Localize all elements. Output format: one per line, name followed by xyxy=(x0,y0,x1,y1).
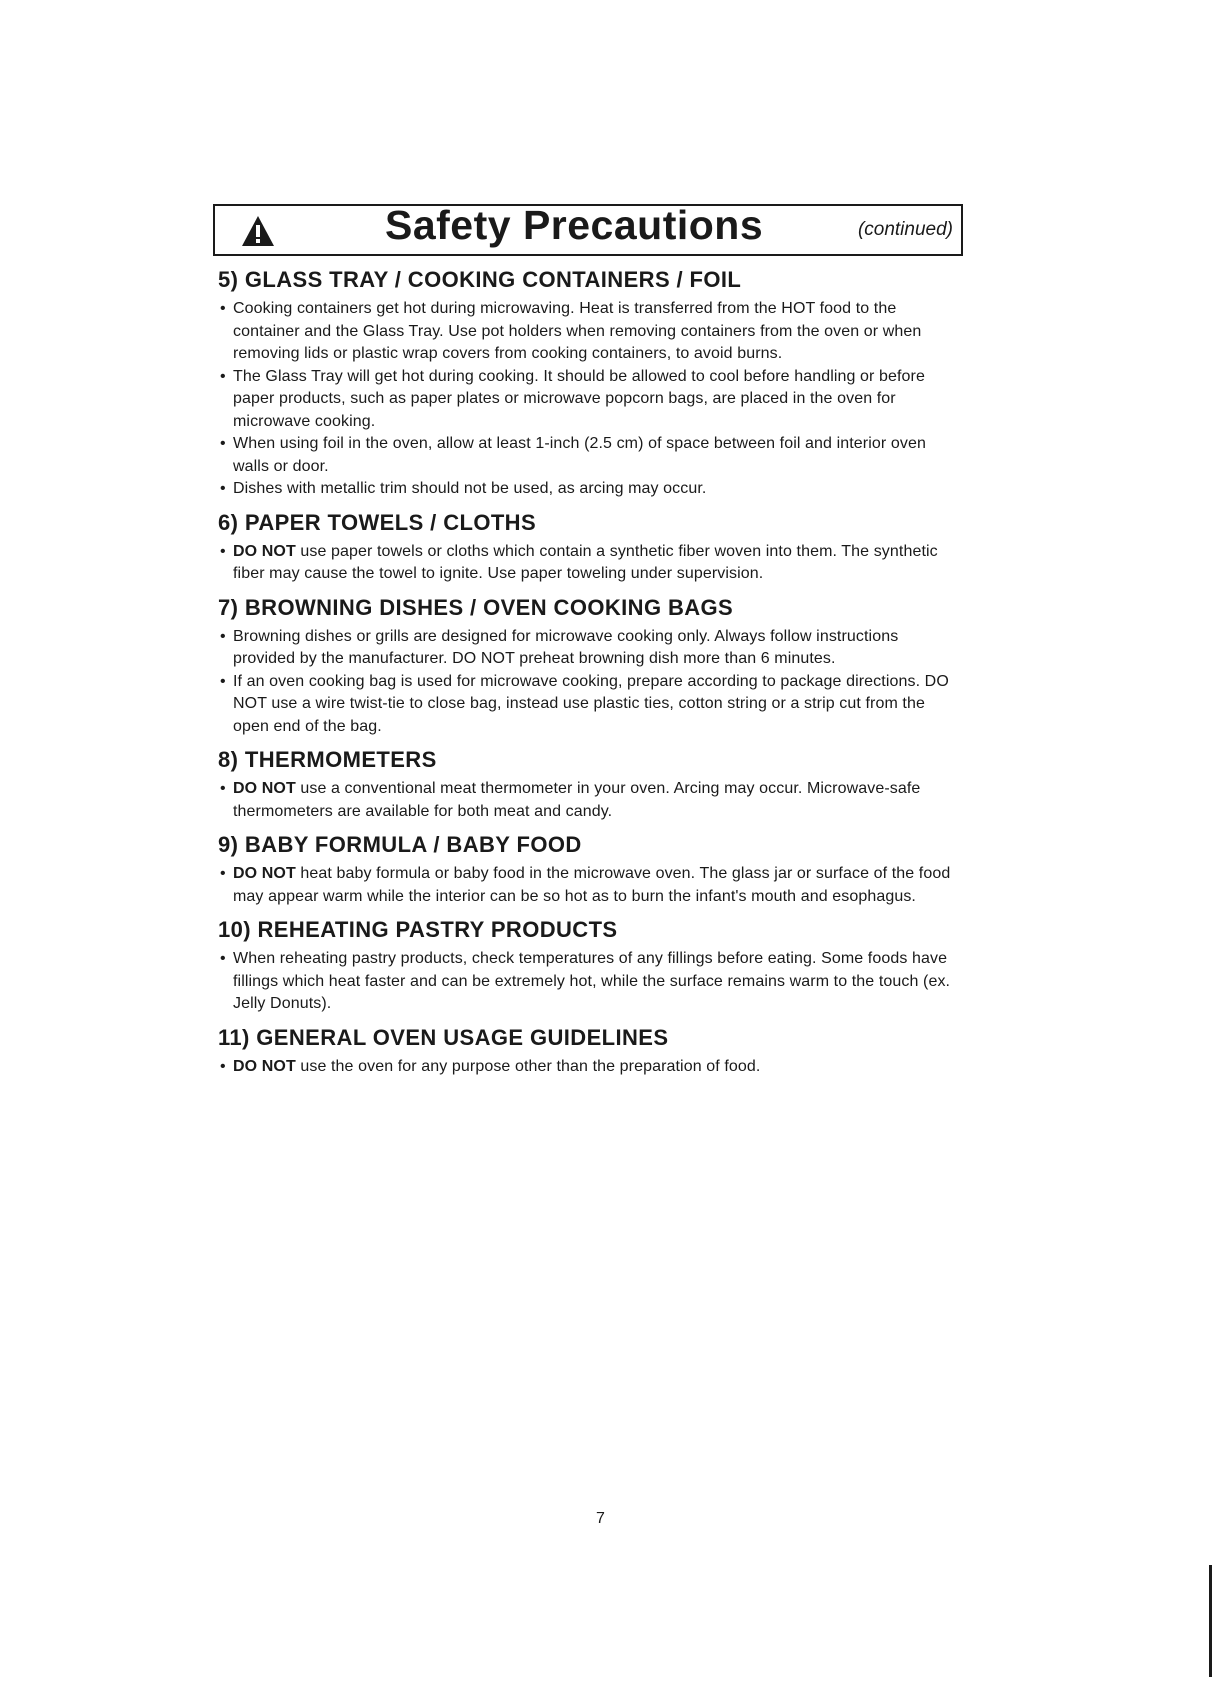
warning-triangle-icon xyxy=(241,215,275,247)
bullet-text: When using foil in the oven, allow at least 1-inch (2.5 cm) of space between foil and interior oven walls or door. xyxy=(233,435,926,475)
title-continued-note: (continued) xyxy=(857,219,953,240)
bullet-dot: • xyxy=(220,542,226,560)
bullet-emphasis: DO NOT xyxy=(233,1057,296,1075)
bullet-text: heat baby formula or baby food in the microwave oven. The glass jar or surface of the food may appear warm while the interior can be so hot as to burn the infant's mouth and esophagus. xyxy=(233,865,951,905)
bullet-item xyxy=(218,671,958,739)
bullet-item xyxy=(218,1056,958,1079)
section-heading: 9) BABY FORMULA / BABY FOOD xyxy=(218,832,582,857)
section xyxy=(218,594,958,739)
section-heading: 6) PAPER TOWELS / CLOTHS xyxy=(218,509,537,535)
bullet-dot: • xyxy=(220,865,226,882)
bullet-text: If an oven cooking bag is used for microwave cooking, prepare according to package directions. DO NOT use a wire twist-tie to close bag, instead use plastic ties, cotton string or a strip cut from the open end of the bag. xyxy=(233,672,949,735)
bullet-item xyxy=(218,366,958,434)
bullet-dot: • xyxy=(220,672,226,690)
section xyxy=(218,266,958,501)
bullet-text: When reheating pastry products, check temperatures of any fillings before eating. Some foods have fillings which heat faster and can be extremely hot, while the surface remains warm to the touch (ex. Jelly Donuts). xyxy=(233,950,951,1012)
bullet-item xyxy=(218,863,958,908)
section xyxy=(218,916,958,1016)
section-heading: 7) BROWNING DISHES / OVEN COOKING BAGS xyxy=(218,594,734,620)
bullet-dot: • xyxy=(220,950,226,967)
bullet-dot: • xyxy=(220,1057,226,1075)
section xyxy=(218,1024,958,1079)
bullet-dot: • xyxy=(220,300,226,317)
section xyxy=(218,831,958,908)
bullet-dot: • xyxy=(220,627,226,645)
bullet-text: The Glass Tray will get hot during cooking. It should be allowed to cool before handling or before paper products, such as paper plates or microwave popcorn bags, are placed in the oven for microwave cooking. xyxy=(233,367,925,430)
bullet-text: Browning dishes or grills are designed for microwave cooking only. Always follow instructions provided by the manufacturer. DO NOT preheat browning dish more than 6 minutes. xyxy=(233,627,899,667)
bullet-text: use a conventional meat thermometer in your oven. Arcing may occur. Microwave-safe thermometers are available for both meat and candy. xyxy=(233,780,921,820)
page-number: 7 xyxy=(596,1510,605,1527)
bullet-emphasis: DO NOT xyxy=(233,865,296,882)
bullet-dot: • xyxy=(220,367,226,385)
bullet-item xyxy=(218,478,958,501)
section-heading: 8) THERMOMETERS xyxy=(218,747,437,772)
bullet-item xyxy=(218,298,958,366)
bullet-emphasis: DO NOT xyxy=(233,542,296,560)
bullet-item xyxy=(218,433,958,478)
bullet-dot: • xyxy=(220,480,226,497)
section-heading: 5) GLASS TRAY / COOKING CONTAINERS / FOIL xyxy=(218,267,742,292)
scan-edge-mark xyxy=(1209,1565,1212,1677)
bullet-dot: • xyxy=(220,435,226,452)
section-heading: 10) REHEATING PASTRY PRODUCTS xyxy=(218,917,618,942)
header-box xyxy=(213,204,963,256)
bullet-text: Cooking containers get hot during microwaving. Heat is transferred from the HOT food to the container and the Glass Tray. Use pot holders when removing containers from the oven or when removing lids or plastic wrap covers from cooking containers, to avoid burns. xyxy=(233,300,922,362)
section xyxy=(218,746,958,823)
page-title: Safety Precautions xyxy=(385,202,764,248)
bullet-emphasis: DO NOT xyxy=(233,780,296,797)
section xyxy=(218,509,958,586)
bullet-text: use the oven for any purpose other than the preparation of food. xyxy=(295,1057,761,1075)
bullet-text: Dishes with metallic trim should not be used, as arcing may occur. xyxy=(233,480,707,497)
bullet-item xyxy=(218,948,958,1016)
section-heading: 11) GENERAL OVEN USAGE GUIDELINES xyxy=(218,1024,669,1050)
bullet-text: use paper towels or cloths which contain a synthetic fiber woven into them. The synthetic fiber may cause the towel to ignite. Use paper toweling under supervision. xyxy=(233,542,938,582)
bullet-item xyxy=(218,778,958,823)
bullet-item xyxy=(218,626,958,671)
bullet-dot: • xyxy=(220,780,226,797)
bullet-item xyxy=(218,541,958,586)
safety-content xyxy=(218,266,958,1086)
